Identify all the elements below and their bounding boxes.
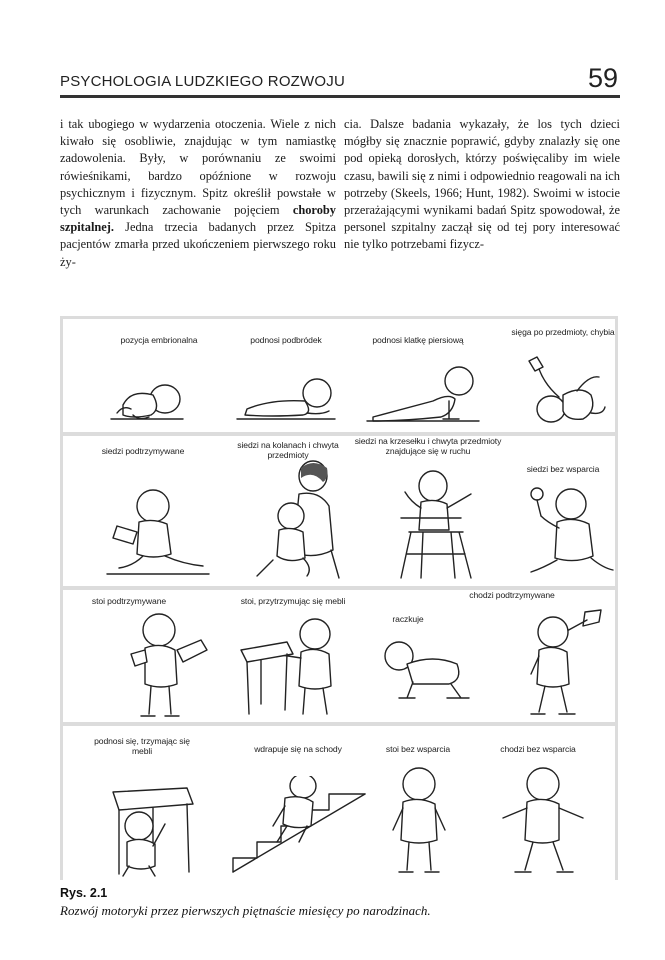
paragraph — [60, 116, 336, 271]
figure-row-1 — [63, 319, 615, 432]
stage-label: podnosi się, trzymając się mebli — [94, 736, 190, 756]
infant-crawling-icon — [377, 634, 477, 704]
infant-sitting-alone-icon — [523, 482, 615, 580]
figure-row-2 — [63, 436, 615, 586]
infant-walking-alone-icon — [493, 766, 593, 876]
figure-row-4 — [63, 726, 615, 881]
infant-sitting-supported-icon — [103, 484, 213, 580]
stage-label: sięga po przedmioty, chybia — [511, 327, 615, 337]
stage-label: stoi bez wsparcia — [385, 744, 451, 754]
figure-caption-text: Rozwój motoryki przez pierwszych piętnaście miesięcy po narodzinach. — [60, 903, 431, 918]
stage-label: pozycja embrionalna — [120, 335, 198, 345]
stage-label: stoi podtrzymywane — [91, 596, 167, 606]
stage-label: wdrapuje się na schody — [254, 744, 342, 754]
page-header — [60, 64, 620, 94]
motor-development-figure — [60, 316, 618, 880]
infant-climbing-stairs-icon — [229, 776, 369, 876]
stage-label: siedzi na kolanach i chwyta przedmioty — [237, 440, 339, 460]
bold-term: choroby szpitalnej. — [60, 203, 336, 235]
infant-standing-alone-icon — [379, 766, 459, 876]
figure-row-3 — [63, 590, 615, 722]
infant-standing-supported-icon — [121, 610, 211, 720]
stage-label: siedzi na krzesełku i chwyta przedmioty znajdujące się w ruchu — [354, 436, 502, 456]
infant-pulling-up-icon — [103, 762, 213, 878]
infant-lifting-chin-icon — [231, 369, 341, 425]
stage-label: stoi, przytrzymując się mebli — [240, 596, 346, 606]
paragraph: cia. Dalsze badania wykazały, że los tych dzieci mógłby się znacznie poprawić, gdyby znalazły się one pod opieką dorosłych, którzy poświęcaliby im wiele czasu, bawili się z nimi i odpowiednio reagowali na ich potrzeby (Skeels, 1966; Hunt, 1982). Swoimi w istocie przerażającymi wynikami badań Spitz spowodował, że personel szpitalny zaczął się od tej pory interesować nie tylko potrzebami fizycz- — [344, 117, 620, 252]
infant-on-lap-icon — [243, 460, 353, 582]
figure-caption-title: Rys. 2.1 — [60, 886, 108, 900]
stage-label: podnosi podbródek — [250, 335, 322, 345]
infant-lifting-chest-icon — [363, 363, 483, 427]
infant-reaching-icon — [511, 355, 611, 427]
text-segment: i tak ubogiego w wydarzenia otoczenia. Wiele z nich kiwało się osobliwie, znajdując w tym namiastkę zadowolenia. Były, w porównaniu ze swoimi rówieśnikami, bardzo opóźnione w rozwoju psychicznym i fizycznym. Spitz określił powstałe w tych warunkach zachowanie pojęciem — [60, 117, 336, 218]
text-segment: Jedna trzecia badanych przez Spitza pacjentów zmarła przed ukończeniem pierwszego roku ży- — [60, 220, 336, 269]
stage-label: podnosi klatkę piersiową — [372, 335, 464, 345]
header-rule — [60, 95, 620, 98]
text-column-left — [60, 116, 336, 271]
text-column-right — [344, 116, 620, 254]
stage-label: siedzi bez wsparcia — [526, 464, 600, 474]
stage-label: raczkuje — [392, 614, 424, 624]
infant-walking-supported-icon — [499, 608, 609, 718]
stage-label: chodzi bez wsparcia — [500, 744, 576, 754]
stage-label: chodzi podtrzymywane — [469, 590, 555, 600]
page-number: 59 — [587, 63, 618, 93]
running-title: PSYCHOLOGIA LUDZKIEGO ROZWOJU — [60, 73, 346, 90]
stage-label: siedzi podtrzymywane — [101, 446, 185, 456]
infant-standing-furniture-icon — [231, 614, 351, 720]
infant-high-chair-icon — [381, 470, 491, 582]
infant-fetal-position-icon — [103, 375, 193, 425]
